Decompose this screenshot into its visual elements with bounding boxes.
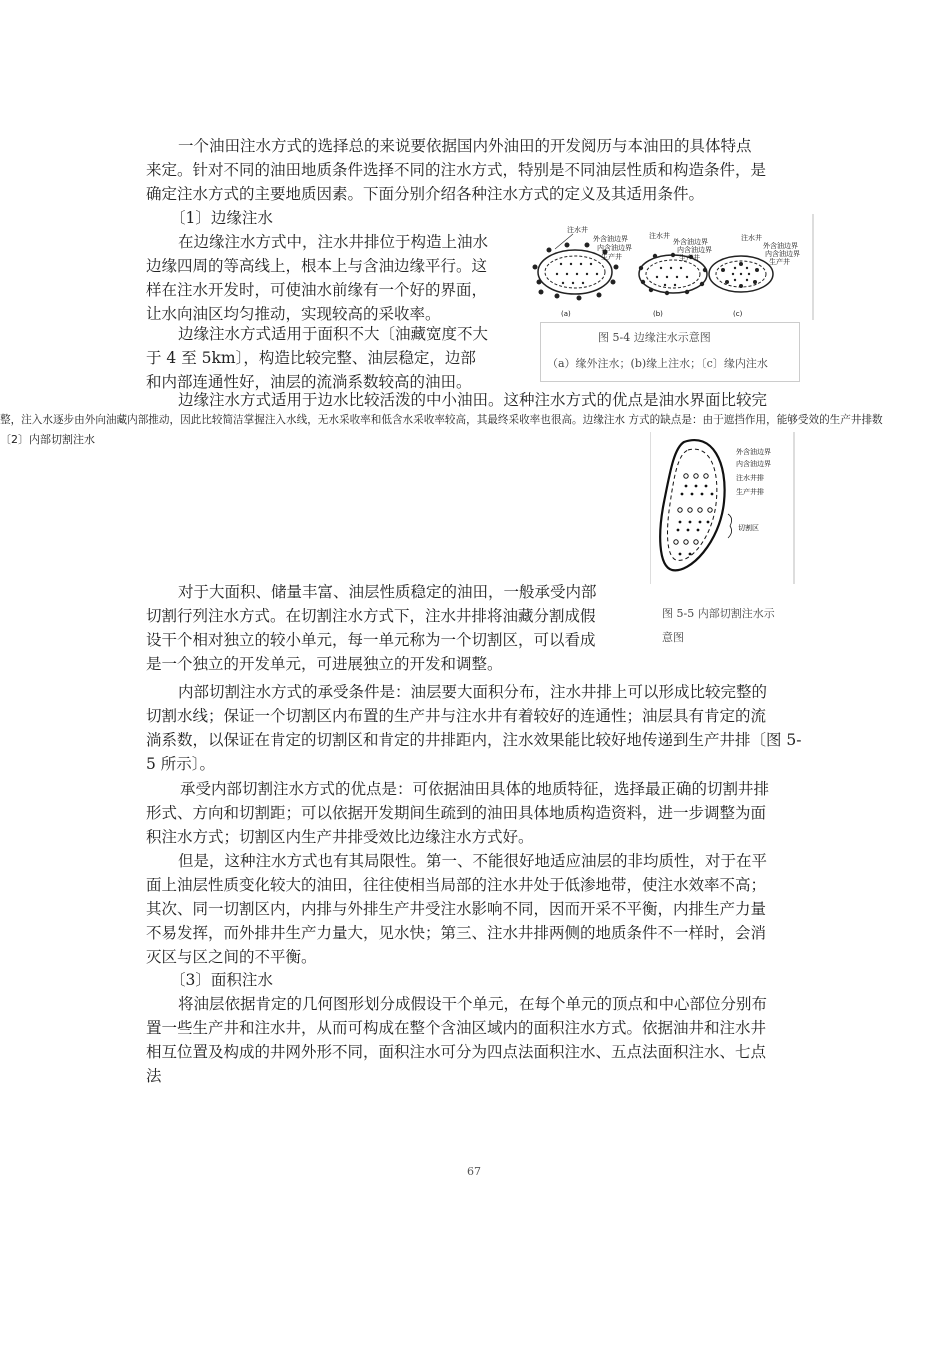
text-line: 对于大面积、储量丰富、油层性质稳定的油田，一般承受内部 [178, 583, 597, 601]
label-inner-boundary: 内含油边界 [597, 244, 632, 252]
text-line: 内部切割注水方式的承受条件是：油层要大面积分布，注水井排上可以形成比较完整的 [178, 683, 768, 701]
label-cutting-zone: 切割区 [738, 524, 759, 532]
label-outer-boundary: 外含油边界 [593, 235, 628, 243]
text-line: 积注水方式；切割区内生产井排受效比边缘注水方式好。 [146, 828, 534, 846]
text-line: 是一个独立的开发单元，可进展独立的开发和调整。 [146, 655, 503, 673]
text-line: 一个油田注水方式的选择总的来说要依据国内外油田的开发阅历与本油田的具体特点 [178, 137, 752, 155]
label-inner-boundary: 内含油边界 [677, 246, 712, 254]
text-line: 置一些生产井和注水井，从而可构成在整个含油区域内的面积注水方式。依据油井和注水井 [146, 1019, 767, 1037]
figure-5-5-caption-cont: 意图 [662, 631, 684, 644]
label-injection-well: 注水井 [567, 226, 588, 234]
text-line: 面上油层性质变化较大的油田，往往使相当局部的注水井处于低渗地带，使注水效率不高； [146, 876, 767, 894]
text-line: 不易发挥，而外排井生产力量大，见水快；第三、注水井排两侧的地质条件不一样时，会消 [146, 924, 767, 942]
text-line: 确定注水方式的主要地质因素。下面分别介绍各种注水方式的定义及其适用条件。 [146, 185, 705, 203]
label-sub-c: (c) [733, 310, 743, 318]
label-sub-a: (a) [561, 310, 571, 318]
label-outer-boundary: 外含油边界 [673, 238, 708, 246]
text-line: 边缘四周的等高线上，根本上与含油边缘平行。这 [146, 257, 488, 275]
section-heading-internal-cutting: 〔2〕内部切割注水 [0, 433, 95, 446]
intro-paragraph [146, 134, 766, 206]
figure-5-5 [650, 432, 796, 584]
label-inner-boundary: 内含油边界 [736, 460, 771, 468]
figure-5-4-caption: 图 5-4 边缘注水示意图 [598, 331, 711, 344]
area-injection-paragraph [146, 992, 767, 1088]
text-line: 但是，这种注水方式也有其局限性。第一、不能很好地适应油层的非均质性，对于在平 [178, 852, 768, 870]
text-line: 在边缘注水方式中，注水井排位于构造上油水 [178, 233, 489, 251]
label-outer-boundary: 外含油边界 [763, 242, 798, 250]
edge-injection-conditions-paragraph [146, 322, 488, 394]
text-line: 将油层依据肯定的几何图形划分成假设干个单元，在每个单元的顶点和中心部位分别布 [178, 995, 768, 1013]
label-sub-b: (b) [653, 310, 663, 318]
text-line: 样在注水开发时，可使油水前缘有一个好的界面， [146, 281, 488, 299]
internal-cutting-conditions-paragraph [146, 680, 802, 776]
text-line: 边缘注水方式适用于面积不大〔油藏宽度不大 [178, 325, 489, 343]
internal-cutting-paragraph [146, 580, 597, 676]
text-line: 淌系数，以保证在肯定的切割区和肯定的井排距内，注水效果能比较好地传递到生产井排〔图 5- [146, 731, 802, 749]
figure-5-4 [527, 212, 815, 322]
label-production-row: 生产井排 [736, 488, 764, 496]
overflow-text-line: 整，注入水逐步由外向油藏内部推动，因此比较简洁掌握注入水线，无水采收率和低含水采收率较高，其最终采收率也很高。边缘注水 方式的缺点是：由于遮挡作用，能够受效的生产井排数 [0, 414, 883, 426]
internal-cutting-diagram [650, 432, 796, 584]
text-line: 让水向油区均匀推动，实现较高的采收率。 [146, 305, 441, 323]
label-injection-well: 注水井 [741, 234, 762, 242]
text-line: 灭区与区之间的不平衡。 [146, 948, 317, 966]
label-production-well: 生产井 [679, 254, 700, 262]
text-line: 法 [146, 1067, 162, 1085]
label-injection-row: 注水井排 [736, 474, 764, 482]
internal-cutting-advantages-paragraph [146, 777, 769, 849]
internal-cutting-limitations-paragraph [146, 849, 767, 969]
label-inner-boundary: 内含油边界 [765, 250, 800, 258]
page-number: 67 [467, 1165, 481, 1178]
section-heading-area-injection: 〔3〕面积注水 [170, 971, 273, 989]
text-line: 承受内部切割注水方式的优点是：可依据油田具体的地质特征，选择最正确的切割井排 [180, 780, 770, 798]
figure-5-4-subcaption: （a）缘外注水；(b)缘上注水；〔c〕缘内注水 [547, 357, 768, 370]
edge-injection-diagram [527, 212, 815, 322]
label-injection-well: 注水井 [649, 232, 670, 240]
text-line: 相互位置及构成的井网外形不同，面积注水可分为四点法面积注水、五点法面积注水、七点 [146, 1043, 767, 1061]
section-heading-edge-injection: 〔1〕边缘注水 [170, 209, 273, 227]
edge-injection-paragraph [146, 230, 488, 326]
label-outer-boundary: 外含油边界 [736, 448, 771, 456]
text-line: 切割水线；保证一个切割区内布置的生产井与注水井有着较好的连通性；油层具有肯定的流 [146, 707, 767, 725]
text-line: 切割行列注水方式。在切割注水方式下，注水井排将油藏分割成假 [146, 607, 596, 625]
edge-injection-advantages-line: 边缘注水方式适用于边水比较活泼的中小油田。这种注水方式的优点是油水界面比较完 [178, 391, 768, 409]
text-line: 来定。针对不同的油田地质条件选择不同的注水方式，特别是不同油层性质和构造条件，是 [146, 161, 767, 179]
text-line: 其次、同一切割区内，内排与外排生产井受注水影响不同，因而开采不平衡，内排生产力量 [146, 900, 767, 918]
figure-5-5-caption: 图 5-5 内部切割注水示 [662, 607, 775, 620]
label-production-well: 生产井 [769, 258, 790, 266]
text-line: 于 4 至 5km〕，构造比较完整、油层稳定，边部 [146, 349, 476, 367]
text-line: 设干个相对独立的较小单元，每一单元称为一个切割区，可以看成 [146, 631, 596, 649]
text-line: 形式、方向和切割距；可以依据开发期间生疏到的油田具体地质构造资料，进一步调整为面 [146, 804, 767, 822]
label-production-well: 生产井 [601, 253, 622, 261]
text-line: 5 所示〕。 [146, 755, 216, 773]
text-line: 和内部连通性好，油层的流淌系数较高的油田。 [146, 373, 472, 391]
